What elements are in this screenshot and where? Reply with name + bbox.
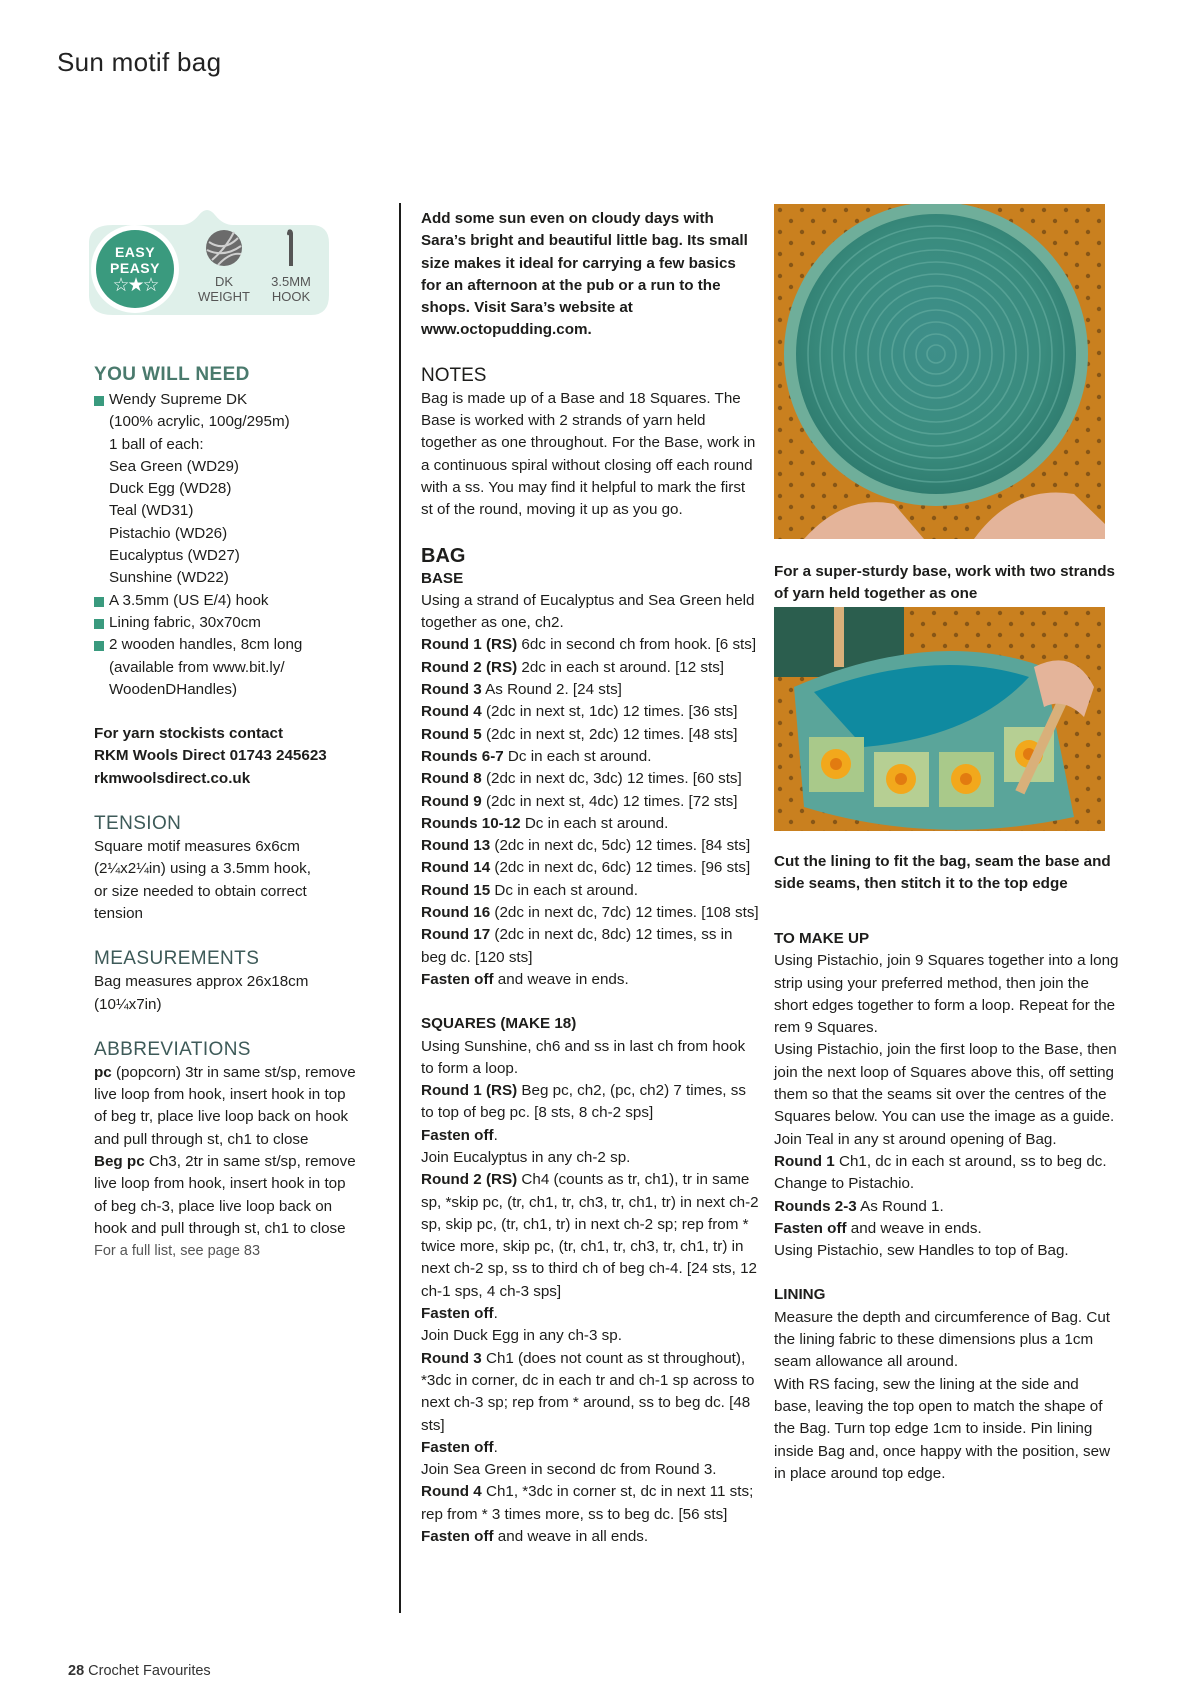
- round-step: Round 14 (2dc in next dc, 6dc) 12 times. [96 sts]: [421, 859, 751, 877]
- round-step: Round 5 (2dc in next st, 2dc) 12 times. [48 sts]: [421, 725, 738, 743]
- list-item: [94, 389, 362, 590]
- you-will-need-heading: YOU WILL NEED: [94, 364, 250, 385]
- round-step: Round 9 (2dc in next st, 4dc) 12 times. [72 sts]: [421, 792, 738, 810]
- fasten-off: Fasten off and weave in ends.: [774, 1219, 982, 1237]
- join-step: Join Sea Green in second dc from Round 3.: [421, 1461, 717, 1479]
- tension-line: tension: [94, 904, 143, 922]
- list-item: Lining fabric, 30x70cm: [94, 612, 362, 634]
- colour-item: Sunshine (WD22): [109, 569, 229, 587]
- definition: (popcorn) 3tr in same st/sp, remove live loop from hook, insert hook in top of beg tr, place live loop back on hook and pull through st, ch1 to close: [94, 1063, 356, 1148]
- measurements-heading: MEASUREMENTS: [94, 948, 260, 970]
- squares-intro: Using Sunshine, ch6 and ss in last ch from hook to form a loop.: [421, 1037, 746, 1077]
- colour-item: Teal (WD31): [109, 502, 194, 520]
- join-step: Join Duck Egg in any ch-3 sp.: [421, 1327, 622, 1345]
- round-step: Round 1 (RS) Beg pc, ch2, (pc, ch2) 7 times, ss to top of beg pc. [8 sts, 8 ch-2 sps]: [421, 1082, 746, 1122]
- make-up-paragraph: Using Pistachio, sew Handles to top of Bag.: [774, 1242, 1069, 1260]
- bag-heading: BAG: [421, 544, 466, 567]
- term: pc: [94, 1063, 112, 1081]
- tension-line: Square motif measures 6x6cm: [94, 838, 300, 856]
- materials-list: [94, 389, 362, 701]
- round-step: Round 8 (2dc in next dc, 3dc) 12 times. [60 sts]: [421, 770, 742, 788]
- yarn-weight-line1: DK: [214, 274, 234, 289]
- ball-note: 1 ball of each:: [109, 435, 204, 453]
- handles-line: (available from www.bit.ly/: [109, 658, 285, 676]
- stockists-line: RKM Wools Direct 01743 245623: [94, 747, 327, 765]
- round-step: Round 1 (RS) 6dc in second ch from hook. [6 sts]: [421, 636, 757, 654]
- round-step: Round 4 (2dc in next st, 1dc) 12 times. [36 sts]: [421, 703, 738, 721]
- middle-column: [421, 208, 759, 1548]
- base-rounds: [421, 634, 759, 991]
- left-column: [94, 363, 362, 1263]
- skill-info-badge: [83, 203, 333, 321]
- term: Beg pc: [94, 1153, 145, 1171]
- hook-size-line1: 3.5MM: [271, 274, 311, 289]
- tension-line: (2¼x2¼in) using a 3.5mm hook,: [94, 860, 311, 878]
- lining-paragraph: With RS facing, sew the lining at the side and base, leaving the top open to match the shape of the Bag. Turn top edge 1cm to inside. Pin lining inside Bag and, once happy with the position, sew in place around top edge.: [774, 1375, 1111, 1482]
- colour-item: Duck Egg (WD28): [109, 480, 232, 498]
- round-step: Rounds 6-7 Dc in each st around.: [421, 747, 652, 765]
- round-step: Fasten off and weave in ends.: [421, 970, 629, 988]
- right-column: [774, 928, 1119, 1485]
- page-footer: [68, 1663, 211, 1679]
- crochet-base-photo: [774, 204, 1105, 539]
- base-heading: BASE: [421, 569, 464, 587]
- colour-item: Eucalyptus (WD27): [109, 547, 240, 565]
- difficulty-stars: ☆★☆: [112, 275, 158, 296]
- abbreviations-heading: ABBREVIATIONS: [94, 1038, 251, 1060]
- yarn-detail: (100% acrylic, 100g/295m): [109, 413, 290, 431]
- bag-lining-photo: [774, 607, 1105, 831]
- colour-item: Sea Green (WD29): [109, 457, 239, 475]
- intro-paragraph: Add some sun even on cloudy days with Sara’s bright and beautiful little bag. Its small size makes it ideal for carrying a few basics for an afternoon at the pub or a run to the shops. Visit Sara’s website at www.octopudding.com.: [421, 210, 748, 339]
- round-step: Round 2 (RS) Ch4 (counts as tr, ch1), tr in same sp, *skip pc, (tr, ch1, tr, ch3, tr, ch1, tr) in next ch-2 sp, skip pc, (tr, ch1, tr) in next ch-2 sp; rep from * twice more, skip pc, (tr, ch1, tr, ch3, tr, ch1, tr) in next ch-2 sp, ss to third ch of beg ch-4. [24 sts, 12 ch-1 sps, 4 ch-3 sps]: [421, 1171, 759, 1300]
- squares-heading: SQUARES (MAKE 18): [421, 1015, 577, 1033]
- hook-size-info: [259, 228, 323, 304]
- round-step: Round 1 Ch1, dc in each st around, ss to beg dc. Change to Pistachio.: [774, 1152, 1107, 1193]
- notes-text: Bag is made up of a Base and 18 Squares. The Base is worked with 2 strands of yarn held together as one throughout. For the Base, work in a continuous spiral without closing off each round with a ss. You may find it helpful to mark the first st of the round, moving it up as you go.: [421, 389, 756, 519]
- yarn-weight-info: [187, 228, 261, 304]
- round-step: Round 15 Dc in each st around.: [421, 881, 638, 899]
- round-step: Round 16 (2dc in next dc, 7dc) 12 times. [108 sts]: [421, 904, 759, 922]
- yarn-name: Wendy Supreme DK: [109, 391, 248, 408]
- list-item: [94, 634, 362, 701]
- make-up-heading: TO MAKE UP: [774, 930, 870, 947]
- measurements-line: (10¼x7in): [94, 995, 162, 1013]
- difficulty-label-line2: PEASY: [110, 260, 160, 276]
- stockists-line: For yarn stockists contact: [94, 725, 284, 743]
- yarn-ball-icon: [204, 228, 244, 268]
- page-number: 28: [68, 1663, 85, 1679]
- abbreviation-pc: [94, 1062, 362, 1151]
- handles-line: WoodenDHandles): [109, 680, 238, 698]
- make-up-paragraph: Using Pistachio, join 9 Squares together into a long strip using your preferred method, then join the short edges together to form a loop. Repeat for the rem 9 Squares.: [774, 952, 1119, 1037]
- difficulty-badge: [91, 225, 179, 313]
- yarn-weight-line2: WEIGHT: [198, 289, 250, 304]
- tension-heading: TENSION: [94, 813, 182, 835]
- colour-item: Pistachio (WD26): [109, 524, 228, 542]
- round-step: Round 3 Ch1 (does not count as st throughout), *3dc in corner, dc in each tr and ch-1 sp across to next ch-3 sp; rep from * around, ss to beg dc. [48 sts]: [421, 1349, 755, 1434]
- fasten-off: Fasten off.: [421, 1438, 498, 1456]
- photo-caption-lining: Cut the lining to fit the bag, seam the base and side seams, then stitch it to the top edge: [774, 853, 1111, 893]
- measurements-line: Bag measures approx 26x18cm: [94, 973, 309, 991]
- page-title: Sun motif bag: [57, 47, 222, 77]
- round-step: Round 13 (2dc in next dc, 5dc) 12 times. [84 sts]: [421, 837, 751, 855]
- notes-heading: NOTES: [421, 364, 487, 386]
- column-divider: [399, 203, 401, 1613]
- round-step: Rounds 10-12 Dc in each st around.: [421, 814, 669, 832]
- round-step: Round 4 Ch1, *3dc in corner st, dc in next 11 sts; rep from * 3 times more, ss to beg dc. [56 sts]: [421, 1483, 754, 1523]
- round-step: Round 3 As Round 2. [24 sts]: [421, 681, 622, 699]
- difficulty-label-line1: EASY: [114, 244, 156, 260]
- abbreviation-beg-pc: [94, 1151, 362, 1240]
- tension-line: or size needed to obtain correct: [94, 882, 307, 900]
- crochet-hook-icon: [271, 228, 311, 268]
- photo-caption-base: For a super-sturdy base, work with two strands of yarn held together as one: [774, 563, 1115, 603]
- hook-size-line2: HOOK: [271, 289, 311, 304]
- base-intro: Using a strand of Eucalyptus and Sea Green held together as one, ch2.: [421, 591, 755, 632]
- make-up-paragraph: Using Pistachio, join the first loop to the Base, then join the next loop of Squares above this, off setting them so that the seams sit over the centres of the Squares below. You can use the image as a guide.: [774, 1041, 1117, 1126]
- handles-line: 2 wooden handles, 8cm long: [109, 636, 303, 654]
- lining-paragraph: Measure the depth and circumference of Bag. Cut the lining fabric to these dimensions plus a 1cm seam allowance all around.: [774, 1308, 1111, 1371]
- make-up-paragraph: Join Teal in any st around opening of Bag.: [774, 1130, 1057, 1148]
- fasten-off: Fasten off.: [421, 1126, 498, 1144]
- list-item: A 3.5mm (US E/4) hook: [94, 590, 362, 612]
- full-list-note: For a full list, see page 83: [94, 1243, 261, 1260]
- join-step: Join Eucalyptus in any ch-2 sp.: [421, 1148, 631, 1166]
- round-step: Rounds 2-3 As Round 1.: [774, 1197, 944, 1215]
- round-step: Round 17 (2dc in next dc, 8dc) 12 times, ss in beg dc. [120 sts]: [421, 926, 733, 966]
- round-step: Round 2 (RS) 2dc in each st around. [12 sts]: [421, 658, 725, 676]
- lining-heading: LINING: [774, 1286, 826, 1304]
- fasten-off: Fasten off and weave in all ends.: [421, 1528, 649, 1546]
- definition: Ch3, 2tr in same st/sp, remove live loop from hook, insert hook in top of beg ch-3, place live loop back on hook and pull through st, ch1 to close: [94, 1153, 356, 1237]
- publication-name: Crochet Favourites: [88, 1663, 211, 1679]
- stockists-link: rkmwoolsdirect.co.uk: [94, 769, 251, 787]
- fasten-off: Fasten off.: [421, 1305, 498, 1323]
